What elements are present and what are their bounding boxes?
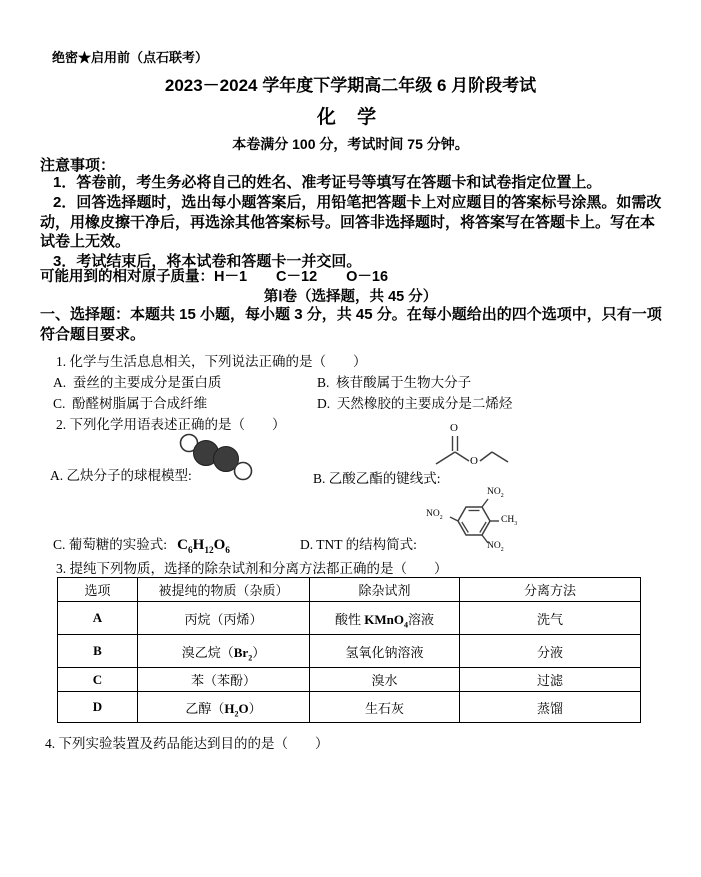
purification-table <box>57 577 641 723</box>
notice-item: 1．答卷前，考生务必将自己的姓名、准考证号等填写在答题卡和试卷指定位置上。 <box>53 174 602 191</box>
exam-title: 2023－2024 学年度下学期高二年级 6 月阶段考试 <box>164 76 537 95</box>
table-cell: 氢氧化钠溶液 <box>310 635 460 668</box>
bond-lines-icon <box>430 423 516 479</box>
atomic-mass-line: 可能用到的相对原子质量：H－1 C－12 O－16 <box>40 269 389 285</box>
table-cell: B <box>58 635 138 668</box>
oxygen-atom-label: O <box>470 455 478 467</box>
table-cell: 过滤 <box>460 668 641 692</box>
notice-list <box>40 173 664 272</box>
table-cell: 苯（苯酚） <box>138 668 310 692</box>
notice-item: 2．回答选择题时，选出每小题答案后，用铅笔把答题卡上对应题目的答案标号涂黑。如需改动，用橡皮擦干净后，再选涂其他答案标号。回答非选择题时，将答案写在答题卡上。写在本试卷上无效。 <box>40 193 662 251</box>
part1-intro: 一、选择题：本题共 15 小题，每小题 3 分，共 45 分。在每小题给出的四个选项中，只有一项符合题目要求。 <box>40 306 662 343</box>
table-header-cell: 选项 <box>58 578 138 602</box>
notice-title: 注意事项： <box>40 157 116 174</box>
table-header-cell: 除杂试剂 <box>310 578 460 602</box>
score-time-line: 本卷满分 100 分，考试时间 75 分钟。 <box>232 136 469 152</box>
table-cell: 分液 <box>460 635 641 668</box>
option-text: 核苷酸属于生物大分子 <box>336 375 472 390</box>
q1-option-c <box>53 392 207 412</box>
nitro-group-label: $NO_2$ <box>487 541 504 553</box>
ethyl-acetate-skeletal-formula <box>430 423 516 479</box>
acetylene-ball-stick-model <box>175 430 257 486</box>
table-cell: 溴乙烷$(Br_2)$ <box>138 635 310 668</box>
q1-option-a <box>53 371 221 391</box>
nitro-group-label: $NO_2$ <box>487 487 504 499</box>
table-header-row <box>58 578 641 602</box>
table-cell: 蒸馏 <box>460 692 641 723</box>
table-cell: C <box>58 668 138 692</box>
table-row <box>58 635 641 668</box>
option-text: 天然橡胶的主要成分是二烯烃 <box>336 396 513 411</box>
table-cell: 溴水 <box>310 668 460 692</box>
nitro-group-label: $NO_2$ <box>426 509 443 521</box>
option-text: 酚醛树脂属于合成纤维 <box>72 396 208 411</box>
question-3-stem: 3. 提纯下列物质，选择的除杂试剂和分离方法都正确的是（ ） <box>56 561 448 576</box>
table-cell: 生石灰 <box>310 692 460 723</box>
q1-option-d <box>317 392 512 412</box>
table-row <box>58 692 641 723</box>
part1-title: 第Ⅰ卷（选择题，共 45 分） <box>263 289 438 305</box>
table-cell: 丙烷（丙烯） <box>138 602 310 635</box>
question-1-stem: 1. 化学与生活息息相关，下列说法正确的是（ ） <box>56 354 367 369</box>
notice-item: 3．考试结束后，将本试卷和答题卡一并交回。 <box>53 253 362 271</box>
table-cell: 洗气 <box>460 602 641 635</box>
q2-option-c <box>53 533 230 554</box>
option-text: 蚕丝的主要成分是蛋白质 <box>72 375 222 390</box>
question-4-stem: 4. 下列实验装置及药品能达到目的的是（ ） <box>45 736 329 751</box>
q2-option-a-label: A. 乙炔分子的球棍模型: <box>50 468 192 483</box>
table-cell: 酸性 KMnO$_4$溶液 <box>310 602 460 635</box>
glucose-empirical-formula: $C_6H_{12}O_6$ <box>177 537 230 556</box>
q1-option-b <box>317 371 471 391</box>
table-header-cell: 被提纯的物质（杂质） <box>138 578 310 602</box>
classification-banner: 绝密★启用前（点石联考） <box>52 50 209 65</box>
q2-option-d-label: D. TNT 的结构简式: <box>300 537 417 552</box>
oxygen-atom-label: O <box>450 422 458 434</box>
table-cell: 乙醇$(H_2O)$ <box>138 692 310 723</box>
q2-option-b-label: B. 乙酸乙酯的键线式: <box>313 471 441 486</box>
subject-title: 化 学 <box>316 107 385 128</box>
option-label: A. <box>53 375 67 390</box>
table-cell: A <box>58 602 138 635</box>
ball-stick-icon <box>175 430 257 486</box>
option-label: B. <box>317 375 330 390</box>
table-header-cell: 分离方法 <box>460 578 641 602</box>
q2-option-c-label: C. 葡萄糖的实验式: <box>53 537 168 552</box>
table-cell: D <box>58 692 138 723</box>
question-2-stem: 2. 下列化学用语表述正确的是（ ） <box>56 417 286 432</box>
option-label: C. <box>53 396 66 411</box>
tnt-structural-formula <box>424 481 534 557</box>
option-label: D. <box>317 396 331 411</box>
methyl-group-label: $CH_3$ <box>501 515 518 527</box>
table-row <box>58 602 641 635</box>
table-row <box>58 668 641 692</box>
